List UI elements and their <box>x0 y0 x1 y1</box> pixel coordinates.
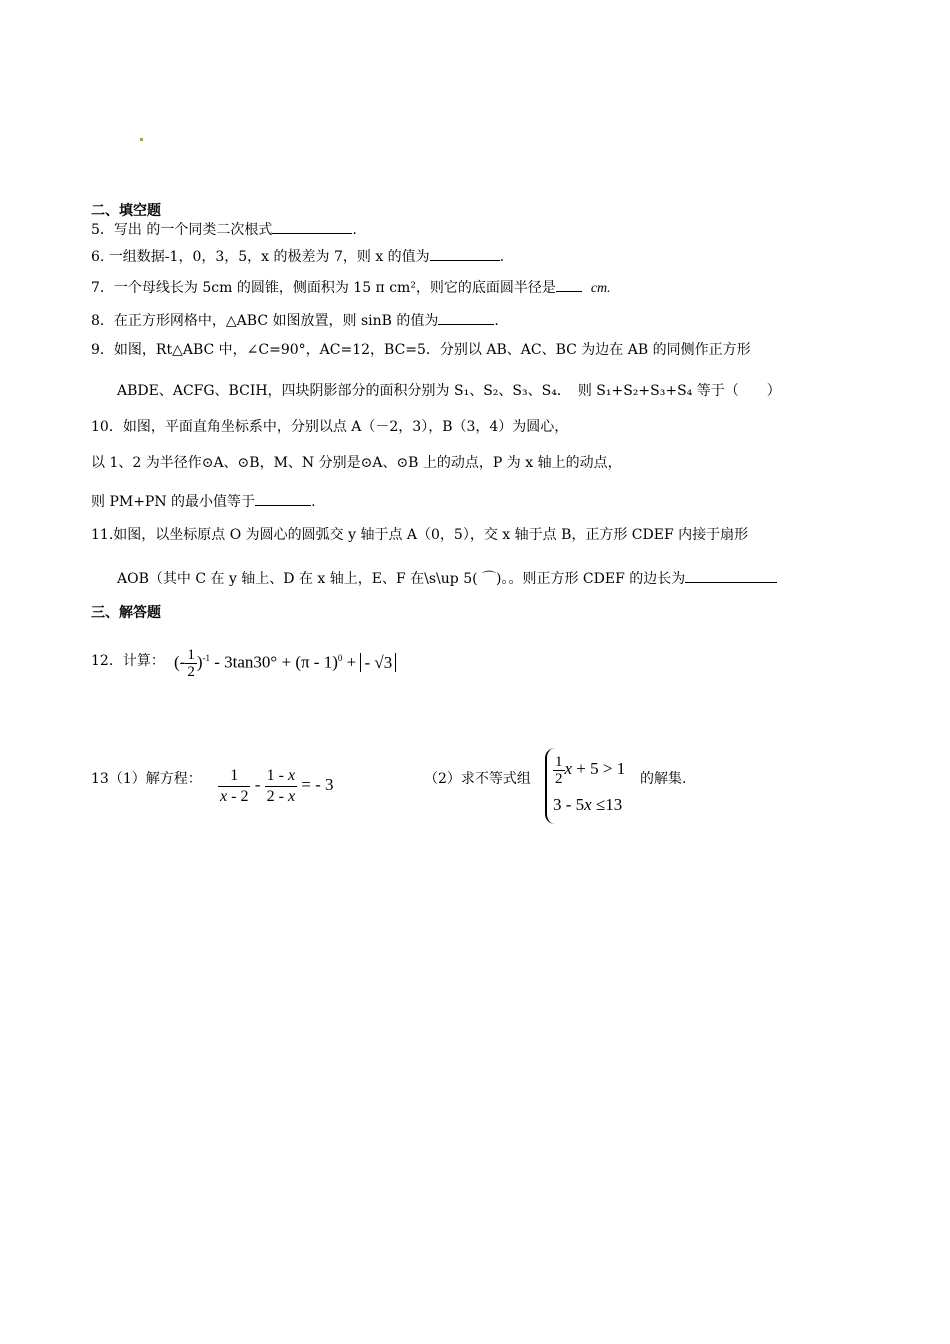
question-13-part-2-system: $\frac{1}{2}$ x + 5 > 1 3 - 5x ≤13 <box>545 748 625 824</box>
question-13-part-2-tail: 的解集. <box>640 771 687 787</box>
question-5: 5．写出 的一个同类二次根式 . <box>91 219 357 239</box>
answer-blank-11[interactable] <box>685 568 777 583</box>
question-9-line-2: ABDE、ACFG、BCIH，四块阴影部分的面积分别为 S₁、S₂、S₃、S₄． 则 S₁+S₂+S₃+S₄ 等于（ ） <box>117 383 781 399</box>
question-6-text: 6. 一组数据-1，0，3，5，x 的极差为 7，则 x 的值为 <box>91 249 430 265</box>
question-12-label: 12．计算： <box>91 653 165 669</box>
question-13-part-1-label: 13（1）解方程： <box>91 771 202 787</box>
question-8-text: 8．在正方形网格中，△ABC 如图放置，则 sinB 的值为 <box>91 313 439 329</box>
answer-blank-8[interactable] <box>438 310 494 325</box>
question-10-line-2: 以 1、2 为半径作⊙A、⊙B，M、N 分别是⊙A、⊙B 上的动点，P 为 x 轴上的动点， <box>91 455 622 471</box>
answer-blank-10[interactable] <box>255 491 311 506</box>
question-7-text: 7．一个母线长为 5cm 的圆锥，侧面积为 15 π cm²，则它的底面圆半径是 <box>91 280 556 296</box>
answer-blank-7[interactable] <box>556 277 582 292</box>
question-7: 7．一个母线长为 5cm 的圆锥，侧面积为 15 π cm²，则它的底面圆半径是 cm. <box>91 277 611 298</box>
question-5-text: 5．写出 的一个同类二次根式 <box>91 222 273 238</box>
section-3-title: 三、解答题 <box>91 604 161 620</box>
question-12-expression: (- $\frac{1}{2}$ )$^{-1}$ - 3tan30° + (π - 1)$^0$ + - √3 <box>174 636 396 680</box>
question-10-line-3: 则 PM+PN 的最小值等于 . <box>91 491 316 511</box>
question-13-part-1-expression: $\frac{1}{x - 2}$ - $\frac{1 - x}{2 - x}$ = - 3 <box>220 766 334 805</box>
question-10-line-1: 10．如图，平面直角坐标系中，分别以点 A（－2，3），B（3，4）为圆心， <box>91 419 569 435</box>
question-11-line-1: 11.如图，以坐标原点 O 为圆心的圆弧交 y 轴于点 A（0，5），交 x 轴于点 B，正方形 CDEF 内接于扇形 <box>91 527 749 543</box>
section-2-title: 二、填空题 <box>91 202 161 218</box>
question-8: 8．在正方形网格中，△ABC 如图放置，则 sinB 的值为 . <box>91 310 499 330</box>
decorative-dot <box>140 138 143 141</box>
question-9-line-1: 9．如图，Rt△ABC 中，∠C=90°，AC=12，BC=5．分别以 AB、AC、BC 为边在 AB 的同侧作正方形 <box>91 342 751 358</box>
answer-blank-5[interactable] <box>272 219 352 234</box>
question-11-line-2: AOB（其中 C 在 y 轴上、D 在 x 轴上，E、F 在\s\up 5( ⌒)。。则正方形 CDEF 的边长为 <box>117 568 777 588</box>
answer-blank-6[interactable] <box>430 246 500 261</box>
question-13-part-2-label: （2）求不等式组 <box>424 771 531 787</box>
question-6: 6. 一组数据-1，0，3，5，x 的极差为 7，则 x 的值为 . <box>91 246 504 266</box>
